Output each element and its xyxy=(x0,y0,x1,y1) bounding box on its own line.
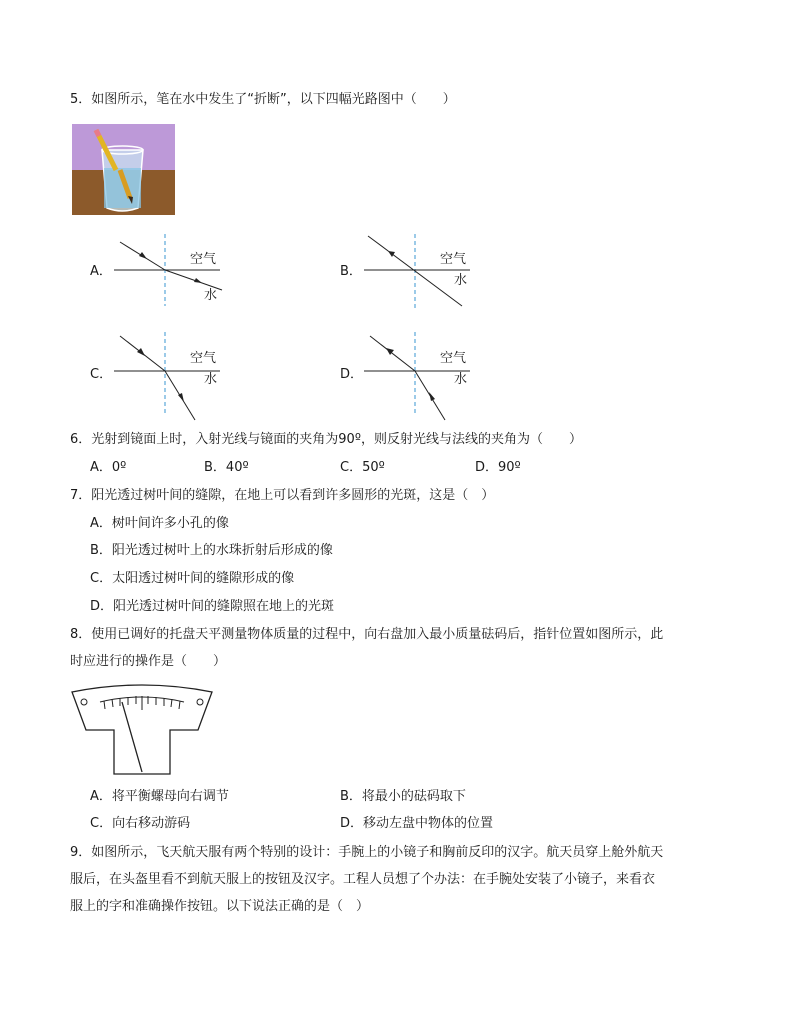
q7-option-a: A．树叶间许多小孔的像 xyxy=(90,516,229,531)
q9-line1: 9．如图所示，飞天航天服有两个特别的设计：手腕上的小镜子和胸前反印的汉字。航天员穿上舱外航天 xyxy=(70,845,664,860)
ray-air xyxy=(370,336,415,371)
q8-option-c: C．向右移动游码 xyxy=(90,816,191,831)
q7-option-b: B．阳光透过树叶上的水珠折射后形成的像 xyxy=(90,543,333,558)
q7-stem: 7．阳光透过树叶间的缝隙，在地上可以看到许多圆形的光斑，这是（ ） xyxy=(70,488,495,503)
ray xyxy=(368,236,462,306)
q7-option-d: D．阳光透过树叶间的缝隙照在地上的光斑 xyxy=(90,599,335,614)
q5-d-water: 水 xyxy=(454,372,468,387)
q5-option-c-label: C． xyxy=(90,367,113,382)
arrow-icon xyxy=(429,392,435,401)
arrow-icon xyxy=(388,251,395,257)
q6-stem: 6．光射到镜面上时，入射光线与镜面的夹角为90º，则反射光线与法线的夹角为（ ） xyxy=(70,432,582,447)
q9-line3: 服上的字和准确操作按钮。以下说法正确的是（ ） xyxy=(70,899,370,914)
q8-option-a: A．将平衡螺母向右调节 xyxy=(90,789,229,804)
q6-option-a: A．0º xyxy=(90,460,127,475)
q5-d-air: 空气 xyxy=(440,351,467,366)
balance-dial-image xyxy=(70,684,214,778)
q5-b-air: 空气 xyxy=(440,252,467,267)
q6-option-b: B．40º xyxy=(204,460,249,475)
q5-a-water: 水 xyxy=(204,288,218,303)
q8-option-d: D．移动左盘中物体的位置 xyxy=(340,816,494,831)
q5-c-air: 空气 xyxy=(190,351,217,366)
q5-option-d-label: D． xyxy=(340,367,364,382)
pencil-in-water-image xyxy=(72,124,175,215)
q8-stem-line1: 8．使用已调好的托盘天平测量物体质量的过程中，向右盘加入最小质量砝码后，指针位置如图所示，此 xyxy=(70,627,664,642)
arrow-icon xyxy=(137,348,145,356)
q5-option-b-label: B． xyxy=(340,264,362,279)
q8-option-b: B．将最小的砝码取下 xyxy=(340,789,466,804)
q6-option-c: C．50º xyxy=(340,460,385,475)
q6-option-d: D．90º xyxy=(475,460,521,475)
q9-line2: 服后，在头盔里看不到航天服上的按钮及汉字。工程人员想了个办法：在手腕处安装了小镜子，来看衣 xyxy=(70,872,656,887)
q5-stem: 5．如图所示，笔在水中发生了“折断”，以下四幅光路图中（ ） xyxy=(70,92,456,107)
q7-option-c: C．太阳透过树叶间的缝隙形成的像 xyxy=(90,571,295,586)
q8-stem-line2: 时应进行的操作是（ ） xyxy=(70,654,227,669)
arrow-icon xyxy=(139,252,147,259)
arrow-icon xyxy=(194,278,202,283)
q5-b-water: 水 xyxy=(454,273,468,288)
q5-c-water: 水 xyxy=(204,372,218,387)
q5-a-air: 空气 xyxy=(190,252,217,267)
q5-option-a-label: A． xyxy=(90,264,112,279)
